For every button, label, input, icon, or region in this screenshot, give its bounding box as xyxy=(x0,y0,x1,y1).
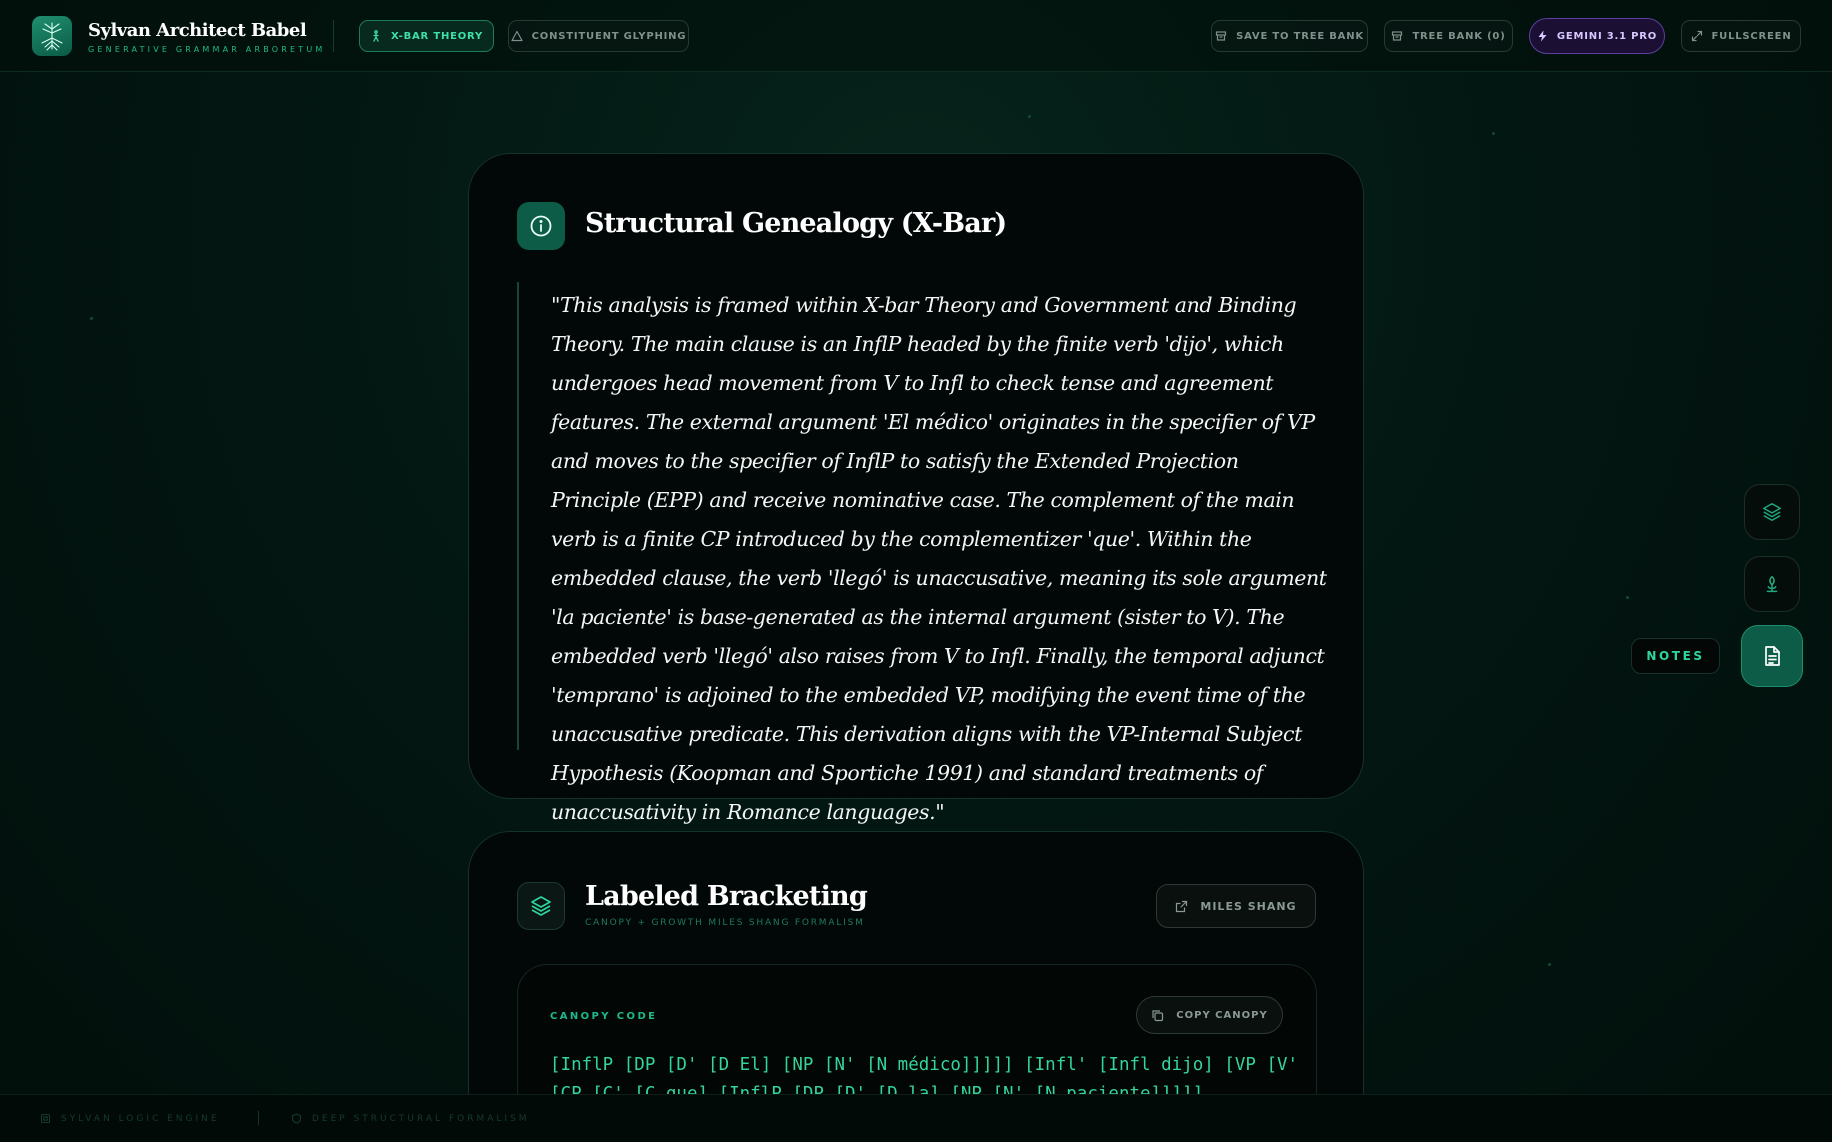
notes-tooltip: NOTES xyxy=(1631,638,1720,674)
button-label: FULLSCREEN xyxy=(1711,30,1792,42)
button-label: GEMINI 3.1 PRO xyxy=(1556,30,1658,42)
button-label: MILES SHANG xyxy=(1200,899,1297,913)
rail-notes-button[interactable] xyxy=(1741,625,1803,687)
background-speck xyxy=(1028,115,1031,118)
button-label: COPY CANOPY xyxy=(1176,1009,1268,1021)
header-divider xyxy=(333,20,334,52)
archive-icon xyxy=(1215,30,1227,42)
button-label: SAVE TO TREE BANK xyxy=(1236,30,1364,42)
footer-engine xyxy=(40,1113,220,1124)
model-selector-button[interactable] xyxy=(1529,18,1665,54)
info-icon xyxy=(517,202,565,250)
canopy-code[interactable]: [InflP [DP [D' [D El] [NP [N' [N médico]]]]] [Infl' [Infl dijo] [VP [V' xyxy=(550,1055,1299,1075)
triangle-icon xyxy=(511,30,523,42)
genealogy-title: Structural Genealogy (X-Bar) xyxy=(585,208,1007,239)
tree-logo-icon xyxy=(32,16,72,56)
miles-shang-button[interactable] xyxy=(1156,884,1316,928)
canopy-code-label: CANOPY CODE xyxy=(550,1011,658,1022)
footer-engine-label: SYLVAN LOGIC ENGINE xyxy=(61,1113,220,1124)
expand-icon xyxy=(1691,30,1703,42)
tab-label: X-BAR THEORY xyxy=(390,30,484,42)
cpu-icon xyxy=(40,1113,51,1124)
button-label: TREE BANK (0) xyxy=(1412,30,1506,42)
rail-layers-button[interactable] xyxy=(1744,484,1800,540)
top-bar xyxy=(0,0,1832,72)
save-to-tree-bank-button[interactable] xyxy=(1211,20,1368,52)
copy-icon xyxy=(1151,1009,1164,1022)
tree-icon xyxy=(1761,573,1783,595)
background-speck xyxy=(90,317,93,320)
background-speck xyxy=(1548,963,1551,966)
fullscreen-button[interactable] xyxy=(1681,20,1801,52)
tree-bank-button[interactable] xyxy=(1384,20,1513,52)
figure-icon xyxy=(370,30,382,42)
tab-x-bar-theory[interactable] xyxy=(359,20,494,52)
bolt-icon xyxy=(1537,30,1548,42)
background-speck xyxy=(1626,596,1629,599)
brand-title: Sylvan Architect Babel xyxy=(88,20,307,41)
footer-divider xyxy=(258,1111,259,1125)
footer-formalism xyxy=(291,1113,530,1124)
genealogy-card xyxy=(468,153,1364,824)
external-link-icon xyxy=(1175,900,1188,913)
document-icon xyxy=(1760,644,1784,668)
footer-formalism-label: DEEP STRUCTURAL FORMALISM xyxy=(312,1113,530,1124)
archive-icon xyxy=(1391,30,1403,42)
bracketing-title: Labeled Bracketing xyxy=(585,881,867,912)
brand-subtitle: GENERATIVE GRAMMAR ARBORETUM xyxy=(88,45,326,54)
bracketing-subtitle: CANOPY + GROWTH MILES SHANG FORMALISM xyxy=(585,918,865,928)
genealogy-text: "This analysis is framed within X-bar Theory and Government and Binding Theory. The main clause is an InflP headed by the finite verb 'dijo', which undergoes head movement from V to Infl to check tense and agreement features. The external argument 'El médico' originates in the specifier of VP and moves to the specifier of InflP to satisfy the Extended Projection Principle (EPP) and receive nominative case. The complement of the main verb is a finite CP introduced by the complementizer 'que'. Within the embedded clause, the verb 'llegó' is unaccusative, meaning its sole argument 'la paciente' is base-generated as the internal argument (sister to V). The embedded verb 'llegó' also raises from V to Infl. Finally, the temporal adjunct 'temprano' is adjoined to the embedded VP, modifying the event time of the unaccusative predicate. This derivation aligns with the VP-Internal Subject Hypothesis (Koopman and Sportiche 1991) and standard treatments of unaccusativity in Romance languages." xyxy=(551,293,1327,824)
quote-bar xyxy=(517,282,519,750)
rail-tree-button[interactable] xyxy=(1744,556,1800,612)
status-footer xyxy=(0,1094,1832,1142)
layers-icon xyxy=(1761,501,1783,523)
tab-label: CONSTITUENT GLYPHING xyxy=(531,30,687,42)
tab-constituent-glyphing[interactable] xyxy=(508,20,689,52)
background-speck xyxy=(1492,132,1495,135)
layers-icon xyxy=(517,882,565,930)
shield-icon xyxy=(291,1113,302,1124)
copy-canopy-button[interactable] xyxy=(1136,996,1283,1034)
